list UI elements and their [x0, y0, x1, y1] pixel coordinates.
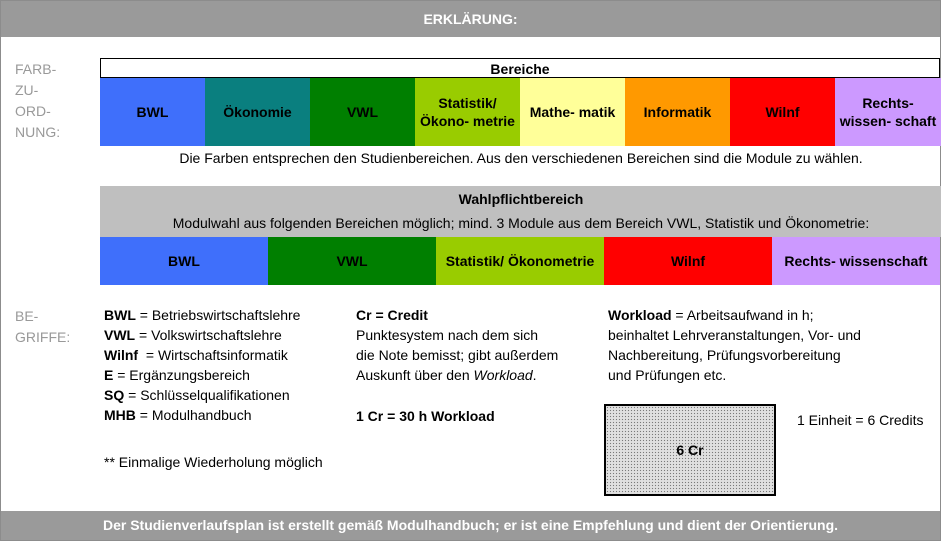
wahlpflicht-cell-4: Rechts- wissenschaft — [772, 237, 940, 285]
bereich-cell-7: Rechts- wissen- schaft — [835, 78, 941, 146]
abbr-vwl: VWL = Volkswirtschaftslehre — [104, 327, 282, 343]
abbr-bwl: BWL = Betriebswirtschaftslehre — [104, 307, 301, 323]
wahlpflicht-cell-0: BWL — [100, 237, 268, 285]
abbr-mhb: MHB = Modulhandbuch — [104, 407, 252, 423]
wahlpflicht-subtitle: Modulwahl aus folgenden Bereichen möglich; mind. 3 Module aus dem Bereich VWL, Statistik und Ökonometrie: — [100, 211, 941, 237]
wahlpflicht-cell-2: Statistik/ Ökonometrie — [436, 237, 604, 285]
farbzuordnung-label: FARB- ZU- ORD- NUNG: — [15, 61, 61, 140]
bereiche-note: Die Farben entsprechen den Studienbereichen. Aus den verschiedenen Bereichen sind die Module zu wählen. — [179, 150, 863, 166]
credit-definition: Cr = Credit Punktesystem nach dem sich die Note bemisst; gibt außerdem Auskunft über den Workload. — [356, 307, 559, 383]
bereich-cell-3: Statistik/ Ökono- metrie — [415, 78, 520, 146]
abbr-sq: SQ = Schlüsselqualifikationen — [104, 387, 290, 403]
unit-box — [604, 404, 776, 496]
abbreviation-list — [104, 305, 300, 425]
bereich-cell-6: Wilnf — [730, 78, 835, 146]
abbr-e: E = Ergänzungsbereich — [104, 367, 250, 383]
bereich-cell-2: VWL — [310, 78, 415, 146]
workload-definition: Workload = Arbeitsaufwand in h; beinhaltet Lehrveranstaltungen, Vor- und Nachbereitung, Prüfungsvorbereitung und Prüfungen etc. — [608, 307, 861, 383]
wahlpflicht-title: Wahlpflichtbereich — [100, 186, 941, 211]
bereiche-title: Bereiche — [100, 58, 940, 78]
footer-note: Der Studienverlaufsplan ist erstellt gemäß Modulhandbuch; er ist eine Empfehlung und dient der Orientierung. — [1, 511, 940, 540]
wahlpflicht-cell-3: Wilnf — [604, 237, 772, 285]
bereich-cell-1: Ökonomie — [205, 78, 310, 146]
wiederholung-note: ** Einmalige Wiederholung möglich — [104, 454, 323, 470]
header-title: ERKLÄRUNG: — [1, 1, 940, 37]
credit-equation: 1 Cr = 30 h Workload — [356, 408, 495, 424]
unit-explanation: 1 Einheit = 6 Credits — [797, 412, 924, 428]
begriffe-label: BE- GRIFFE: — [15, 308, 71, 345]
abbr-wiinf: Wilnf = Wirtschaftsinformatik — [104, 347, 288, 363]
bereich-cell-0: BWL — [100, 78, 205, 146]
wahlpflicht-cell-1: VWL — [268, 237, 436, 285]
unit-box-label: 6 Cr — [676, 442, 704, 458]
bereich-cell-5: Informatik — [625, 78, 730, 146]
bereich-cell-4: Mathe- matik — [520, 78, 625, 146]
bereiche-row — [100, 78, 941, 146]
wahlpflicht-row — [100, 237, 940, 285]
